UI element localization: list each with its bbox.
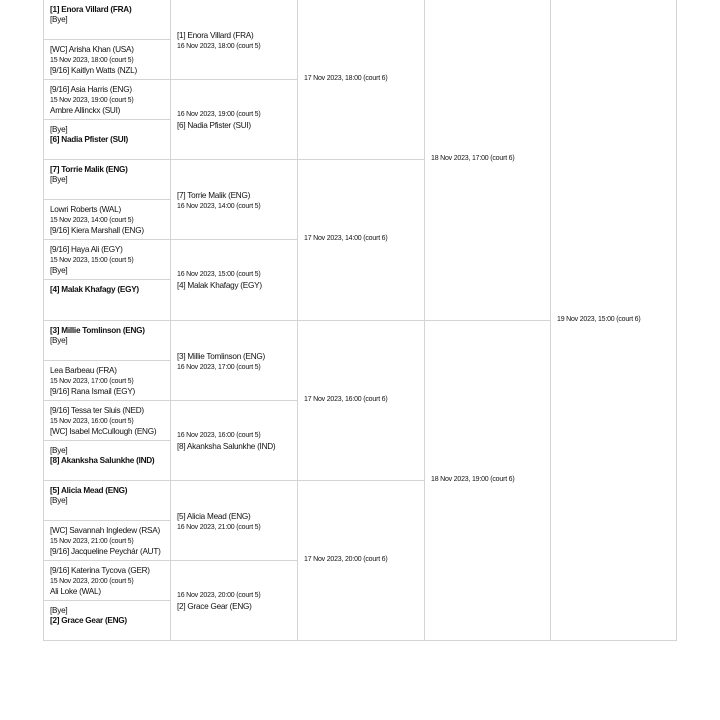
- player-name: [2] Grace Gear (ENG): [50, 615, 127, 625]
- round-2-match: [171, 321, 297, 401]
- player-name: [4] Malak Khafagy (EGY): [177, 281, 262, 291]
- match-schedule: 15 Nov 2023, 20:00 (court 5): [50, 577, 134, 585]
- match-schedule: 17 Nov 2023, 20:00 (court 6): [304, 555, 388, 563]
- round-1-match: [44, 160, 170, 200]
- match-schedule: 16 Nov 2023, 14:00 (court 5): [177, 203, 261, 211]
- player-name: [9/16] Haya Ali (EGY): [50, 245, 123, 255]
- round-2-match: [171, 401, 297, 481]
- round-1-match: [44, 40, 170, 80]
- round-1-match: [44, 441, 170, 481]
- player-name: [5] Alicia Mead (ENG): [177, 511, 251, 521]
- round-1-match: [44, 361, 170, 401]
- player-name: [Bye]: [50, 605, 68, 615]
- round-1-match: [44, 120, 170, 160]
- round-1-match: [44, 240, 170, 280]
- player-name: [8] Akanksha Salunkhe (IND): [177, 441, 276, 451]
- player-name: [WC] Isabel McCullough (ENG): [50, 426, 157, 436]
- round-2-match: [171, 240, 297, 320]
- round-1-match: [44, 481, 170, 521]
- match-schedule: 15 Nov 2023, 21:00 (court 5): [50, 537, 134, 545]
- match-schedule: 16 Nov 2023, 16:00 (court 5): [177, 431, 261, 439]
- round-2-match: [171, 80, 297, 160]
- player-name: [6] Nadia Pfister (SUI): [177, 121, 251, 131]
- match-schedule: 15 Nov 2023, 16:00 (court 5): [50, 417, 134, 425]
- match-schedule: 15 Nov 2023, 17:00 (court 5): [50, 377, 134, 385]
- round-1-match: [44, 280, 170, 320]
- player-name: [7] Torrie Malik (ENG): [50, 165, 128, 175]
- match-schedule: 19 Nov 2023, 15:00 (court 6): [557, 315, 641, 323]
- match-schedule: 18 Nov 2023, 17:00 (court 6): [431, 155, 515, 163]
- player-name: [Bye]: [50, 125, 68, 135]
- player-name: [6] Nadia Pfister (SUI): [50, 135, 128, 145]
- round-3-match: [298, 481, 424, 641]
- player-name: [9/16] Katerina Tycova (GER): [50, 565, 150, 575]
- match-schedule: 16 Nov 2023, 17:00 (court 5): [177, 363, 261, 371]
- player-name: [1] Enora Villard (FRA): [177, 31, 254, 40]
- player-name: [Bye]: [50, 266, 68, 276]
- player-name: [8] Akanksha Salunkhe (IND): [50, 455, 155, 465]
- match-schedule: 16 Nov 2023, 19:00 (court 5): [177, 111, 261, 119]
- player-name: [Bye]: [50, 445, 68, 455]
- player-name: [2] Grace Gear (ENG): [177, 601, 252, 611]
- round-4-column: [425, 0, 551, 641]
- round-1-match: [44, 80, 170, 120]
- round-2-match: [171, 160, 297, 240]
- round-2-match: [171, 561, 297, 641]
- player-name: [9/16] Rana Ismail (EGY): [50, 386, 136, 396]
- match-schedule: 17 Nov 2023, 18:00 (court 6): [304, 75, 388, 83]
- match-schedule: 16 Nov 2023, 20:00 (court 5): [177, 591, 261, 599]
- round-1-match: [44, 521, 170, 561]
- round-1-match: [44, 561, 170, 601]
- round-2-column: [171, 0, 298, 641]
- match-schedule: 15 Nov 2023, 18:00 (court 5): [50, 57, 134, 65]
- player-name: Ambre Allinckx (SUI): [50, 106, 121, 116]
- player-name: [9/16] Tessa ter Sluis (NED): [50, 405, 144, 415]
- round-1-column: [43, 0, 171, 641]
- round-2-match: [171, 481, 297, 561]
- player-name: [4] Malak Khafagy (EGY): [50, 285, 139, 295]
- match-schedule: 18 Nov 2023, 19:00 (court 6): [431, 475, 515, 483]
- player-name: [Bye]: [50, 175, 68, 185]
- player-name: [Bye]: [50, 15, 68, 24]
- round-2-match: [171, 0, 297, 80]
- player-name: [Bye]: [50, 335, 68, 345]
- player-name: [WC] Savannah Ingledew (RSA): [50, 525, 160, 535]
- round-4-match: [425, 0, 550, 321]
- match-schedule: 15 Nov 2023, 14:00 (court 5): [50, 217, 134, 225]
- player-name: [9/16] Kiera Marshall (ENG): [50, 226, 144, 236]
- player-name: [3] Millie Tomlinson (ENG): [50, 325, 145, 335]
- player-name: [9/16] Jacqueline Peychár (AUT): [50, 546, 161, 556]
- player-name: [3] Millie Tomlinson (ENG): [177, 351, 265, 361]
- round-3-column: [298, 0, 425, 641]
- player-name: [5] Alicia Mead (ENG): [50, 485, 128, 495]
- round-3-match: [298, 160, 424, 320]
- player-name: [WC] Arisha Khan (USA): [50, 45, 134, 55]
- round-1-match: [44, 401, 170, 441]
- match-schedule: 17 Nov 2023, 16:00 (court 6): [304, 395, 388, 403]
- match-schedule: 15 Nov 2023, 19:00 (court 5): [50, 97, 134, 105]
- match-schedule: 15 Nov 2023, 15:00 (court 5): [50, 257, 134, 265]
- match-schedule: 16 Nov 2023, 15:00 (court 5): [177, 271, 261, 279]
- player-name: [Bye]: [50, 495, 68, 505]
- round-1-match: [44, 0, 170, 40]
- player-name: Lowri Roberts (WAL): [50, 205, 121, 215]
- match-schedule: 16 Nov 2023, 21:00 (court 5): [177, 523, 261, 531]
- match-schedule: 16 Nov 2023, 18:00 (court 5): [177, 43, 261, 50]
- player-name: Ali Loke (WAL): [50, 586, 101, 596]
- round-1-match: [44, 321, 170, 361]
- round-4-match: [425, 321, 550, 642]
- round-5-column: [551, 0, 677, 641]
- round-1-match: [44, 601, 170, 641]
- match-schedule: 17 Nov 2023, 14:00 (court 6): [304, 235, 388, 243]
- round-1-match: [44, 200, 170, 240]
- player-name: [7] Torrie Malik (ENG): [177, 191, 251, 201]
- player-name: [9/16] Asia Harris (ENG): [50, 85, 132, 95]
- round-5-match: [551, 0, 676, 641]
- round-3-match: [298, 321, 424, 481]
- player-name: [9/16] Kaitlyn Watts (NZL): [50, 66, 137, 76]
- round-3-match: [298, 0, 424, 160]
- player-name: [1] Enora Villard (FRA): [50, 5, 132, 14]
- player-name: Lea Barbeau (FRA): [50, 365, 117, 375]
